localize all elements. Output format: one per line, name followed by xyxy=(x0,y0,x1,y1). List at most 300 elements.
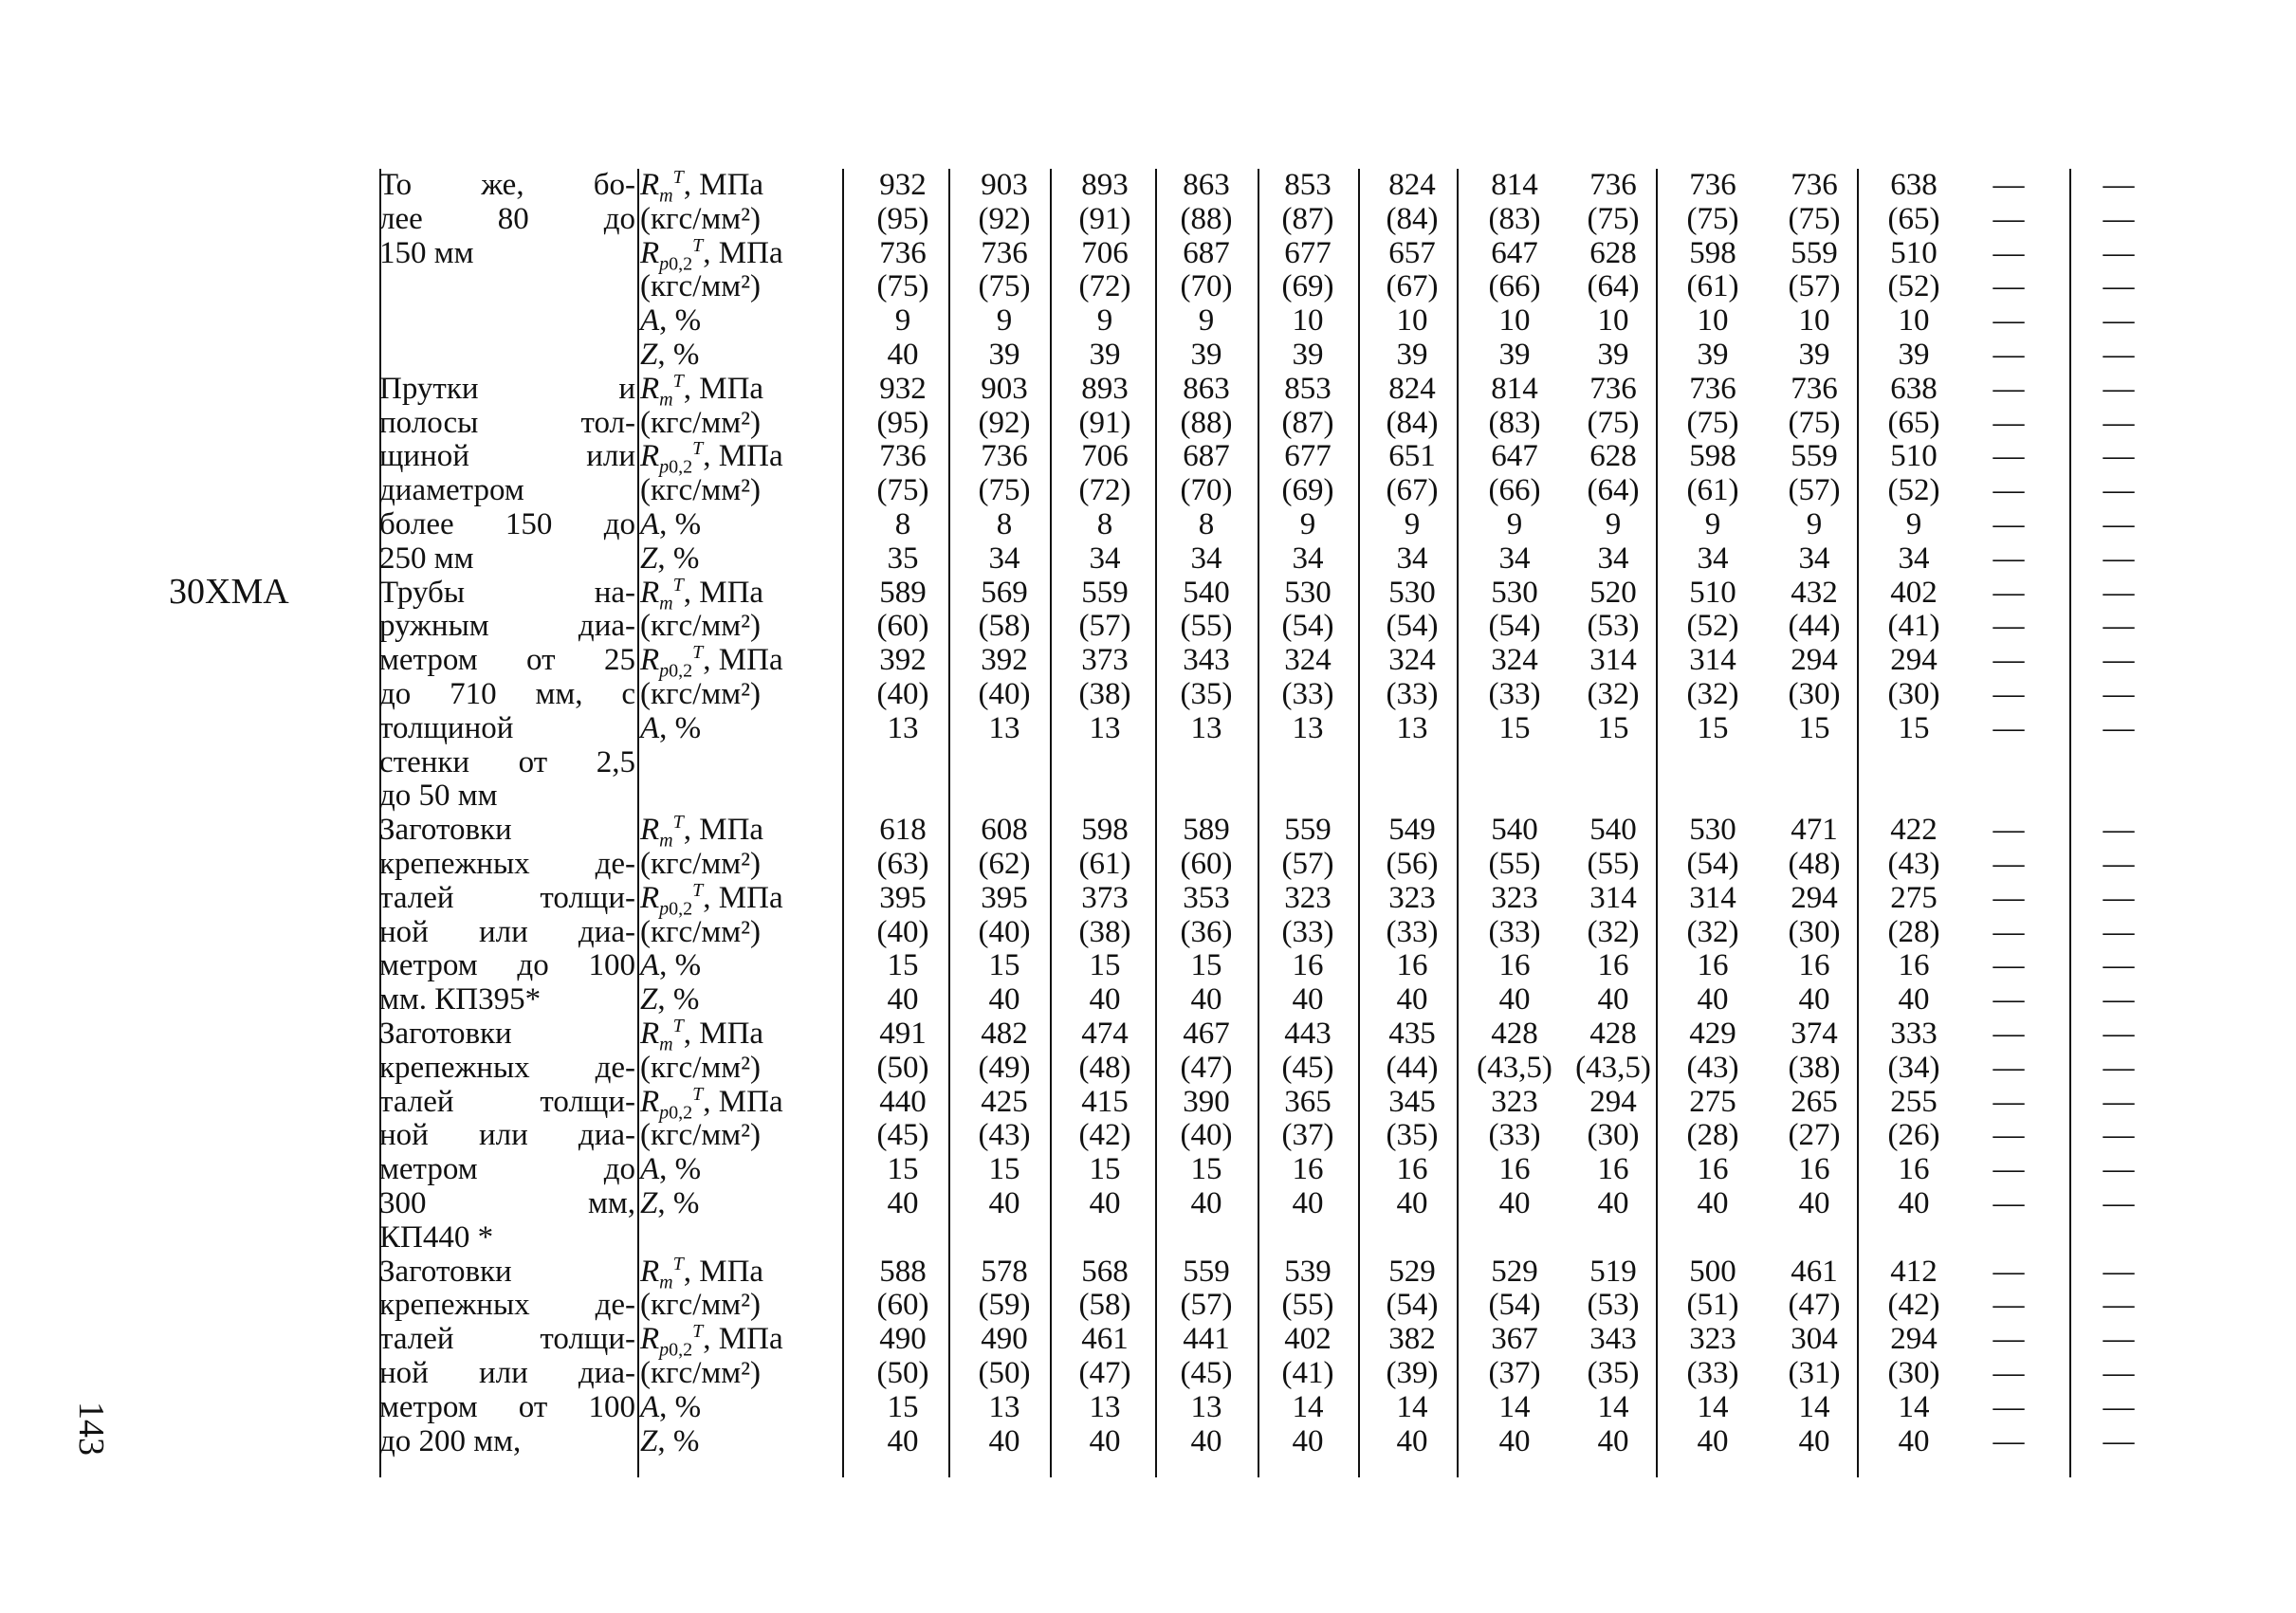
value-cell: (30) xyxy=(1788,914,1841,949)
value-cell: (54) xyxy=(1488,1288,1541,1323)
column-rule-2 xyxy=(637,169,639,1477)
value-cell: (65) xyxy=(1887,405,1940,440)
empty-cell-dash: — xyxy=(1993,405,2025,440)
table-row xyxy=(640,1425,2167,1459)
unit-text: (кгс/мм²) xyxy=(640,676,762,711)
value-cell: (50) xyxy=(876,1355,929,1390)
value-cell: (50) xyxy=(876,1050,929,1085)
value-cell: (61) xyxy=(1686,269,1739,304)
description-line: КП440 * xyxy=(379,1219,494,1255)
value-cell: (34) xyxy=(1887,1050,1940,1085)
value-cell: 412 xyxy=(1890,1254,1938,1289)
value-cell: 510 xyxy=(1890,439,1938,474)
value-cell: 863 xyxy=(1183,371,1230,406)
unit-text: МПа xyxy=(699,1254,764,1289)
value-cell: 294 xyxy=(1791,643,1838,678)
value-cell: 39 xyxy=(1597,338,1629,372)
value-cell: (58) xyxy=(978,609,1031,644)
description-line: талей толщи- xyxy=(379,1322,635,1357)
value-cell: (87) xyxy=(1281,201,1334,236)
property-symbol: A, xyxy=(640,948,668,983)
property-label xyxy=(640,1187,841,1221)
property-symbol: A, xyxy=(640,1389,668,1424)
value-cell: (95) xyxy=(876,201,929,236)
value-cell: (35) xyxy=(1180,676,1233,711)
empty-cell-dash: — xyxy=(2103,405,2135,440)
unit-text: (кгс/мм²) xyxy=(640,609,762,644)
table-row xyxy=(640,203,2167,237)
value-cell: 395 xyxy=(981,880,1028,915)
value-cell: (38) xyxy=(1078,676,1131,711)
description-line: до 710 мм, с xyxy=(379,676,635,711)
value-cell: 40 xyxy=(1190,1423,1222,1458)
value-cell: (49) xyxy=(978,1050,1031,1085)
value-cell: 8 xyxy=(1096,506,1113,541)
value-cell: 893 xyxy=(1081,168,1129,202)
value-cell: 40 xyxy=(1396,1186,1428,1220)
value-cell: 530 xyxy=(1388,575,1436,610)
property-label xyxy=(640,610,841,644)
table-row xyxy=(640,848,2167,882)
value-cell: 324 xyxy=(1491,643,1538,678)
value-cell: 461 xyxy=(1791,1254,1838,1289)
value-cell: 540 xyxy=(1491,813,1538,848)
value-cell: 34 xyxy=(1798,541,1830,576)
value-cell: 736 xyxy=(981,439,1028,474)
property-symbol: $R_m^T$, xyxy=(640,167,691,207)
property-label xyxy=(640,474,841,508)
value-cell: (75) xyxy=(1788,405,1841,440)
value-cell: 598 xyxy=(1689,235,1736,270)
value-cell: 16 xyxy=(1798,1152,1830,1187)
value-cell: 40 xyxy=(1798,982,1830,1017)
unit-text: МПа xyxy=(718,439,783,474)
value-cell: 706 xyxy=(1081,235,1129,270)
property-symbol: A, xyxy=(640,1152,668,1187)
table-row xyxy=(640,712,2167,746)
value-cell: 40 xyxy=(1798,1186,1830,1220)
value-cell: (92) xyxy=(978,405,1031,440)
value-cell: (40) xyxy=(876,676,929,711)
empty-cell-dash: — xyxy=(2103,609,2135,644)
value-cell: 9 xyxy=(1905,506,1922,541)
value-cell: (45) xyxy=(1180,1355,1233,1390)
value-cell: 40 xyxy=(1498,1186,1531,1220)
value-cell: (75) xyxy=(1686,405,1739,440)
value-cell: (44) xyxy=(1386,1050,1439,1085)
property-label xyxy=(640,234,841,275)
unit-text: МПа xyxy=(699,813,764,848)
empty-cell-dash: — xyxy=(1993,1423,2025,1458)
empty-cell-dash: — xyxy=(1993,1254,2025,1289)
empty-cell-dash: — xyxy=(2103,676,2135,711)
value-cell: 568 xyxy=(1081,1254,1129,1289)
description-line: щиной или xyxy=(379,439,635,474)
value-cell: 15 xyxy=(988,948,1020,983)
value-cell: 824 xyxy=(1388,371,1436,406)
value-cell: (75) xyxy=(1686,201,1739,236)
value-cell: 530 xyxy=(1689,813,1736,848)
value-cell: (62) xyxy=(978,846,1031,881)
value-cell: (33) xyxy=(1281,914,1334,949)
value-cell: (70) xyxy=(1180,269,1233,304)
value-cell: (53) xyxy=(1587,609,1640,644)
description-line: более 150 до xyxy=(379,506,635,541)
value-cell: 10 xyxy=(1292,303,1324,339)
value-cell: 16 xyxy=(1697,1152,1729,1187)
value-cell: 559 xyxy=(1081,575,1129,610)
empty-cell-dash: — xyxy=(1993,269,2025,304)
value-cell: 428 xyxy=(1589,1017,1637,1051)
description-line: талей толщи- xyxy=(379,880,635,915)
value-cell: (58) xyxy=(1078,1288,1131,1323)
value-cell: 529 xyxy=(1491,1254,1538,1289)
table-row xyxy=(640,1016,2167,1055)
empty-cell-dash: — xyxy=(2103,201,2135,236)
unit-text: % xyxy=(672,338,700,372)
value-cell: 9 xyxy=(894,303,911,339)
value-cell: 15 xyxy=(1498,710,1531,745)
value-cell: 440 xyxy=(879,1084,927,1119)
description-line: крепежных де- xyxy=(379,846,635,881)
property-label xyxy=(640,203,841,237)
value-cell: 13 xyxy=(887,710,919,745)
value-cell: 461 xyxy=(1081,1322,1129,1357)
value-cell: (52) xyxy=(1887,473,1940,508)
value-cell: 34 xyxy=(1697,541,1729,576)
unit-text: (кгс/мм²) xyxy=(640,201,762,236)
value-cell: 863 xyxy=(1183,168,1230,202)
value-cell: (92) xyxy=(978,201,1031,236)
table-row xyxy=(640,1052,2167,1086)
unit-text: % xyxy=(674,948,702,983)
property-label xyxy=(640,370,841,411)
value-cell: 647 xyxy=(1491,235,1538,270)
value-cell: 304 xyxy=(1791,1322,1838,1357)
value-cell: 687 xyxy=(1183,439,1230,474)
empty-cell-dash: — xyxy=(1993,710,2025,745)
property-symbol: Z, xyxy=(640,338,666,372)
value-cell: (45) xyxy=(876,1118,929,1153)
value-cell: 40 xyxy=(1292,1186,1324,1220)
table-row xyxy=(640,304,2167,339)
value-cell: 853 xyxy=(1284,168,1332,202)
value-cell: (33) xyxy=(1386,914,1439,949)
value-cell: 39 xyxy=(1292,338,1324,372)
value-cell: (37) xyxy=(1488,1355,1541,1390)
value-cell: (43,5) xyxy=(1575,1050,1651,1085)
table-row xyxy=(640,508,2167,542)
value-cell: (75) xyxy=(876,269,929,304)
value-cell: 14 xyxy=(1898,1389,1930,1424)
description-line: Трубы на- xyxy=(379,575,635,610)
unit-text: МПа xyxy=(718,880,783,915)
value-cell: (42) xyxy=(1078,1118,1131,1153)
value-cell: (66) xyxy=(1488,269,1541,304)
description-line: стенки от 2,5 xyxy=(379,744,635,779)
value-cell: (70) xyxy=(1180,473,1233,508)
value-cell: (59) xyxy=(978,1288,1031,1323)
empty-cell-dash: — xyxy=(1993,541,2025,576)
empty-cell-dash: — xyxy=(2103,710,2135,745)
value-cell: (75) xyxy=(978,473,1031,508)
value-cell: (32) xyxy=(1587,676,1640,711)
description-line: метром до 100 xyxy=(379,948,635,983)
value-cell: 519 xyxy=(1589,1254,1637,1289)
value-cell: (50) xyxy=(978,1355,1031,1390)
description-line: То же, бо- xyxy=(379,168,635,202)
description-line: толщиной xyxy=(379,710,514,745)
value-cell: (40) xyxy=(978,676,1031,711)
value-cell: 628 xyxy=(1589,439,1637,474)
empty-cell-dash: — xyxy=(1993,1152,2025,1187)
empty-cell-dash: — xyxy=(2103,1050,2135,1085)
value-cell: 10 xyxy=(1396,303,1428,339)
description-line: крепежных де- xyxy=(379,1288,635,1323)
table-row xyxy=(640,916,2167,950)
value-cell: 314 xyxy=(1589,880,1637,915)
value-cell: 16 xyxy=(1292,948,1324,983)
property-label xyxy=(640,879,841,920)
value-cell: (43) xyxy=(1887,846,1940,881)
value-cell: (75) xyxy=(876,473,929,508)
value-cell: (83) xyxy=(1488,405,1541,440)
unit-text: % xyxy=(674,710,702,745)
property-label xyxy=(640,438,841,478)
table-row xyxy=(640,370,2167,411)
value-cell: 374 xyxy=(1791,1017,1838,1051)
value-cell: (43) xyxy=(978,1118,1031,1153)
value-cell: 9 xyxy=(1096,303,1113,339)
value-cell: 40 xyxy=(887,1186,919,1220)
value-cell: 15 xyxy=(887,948,919,983)
empty-cell-dash: — xyxy=(2103,1288,2135,1323)
value-cell: (84) xyxy=(1386,405,1439,440)
table-row xyxy=(640,949,2167,983)
value-cell: 40 xyxy=(887,982,919,1017)
description-line: 150 мм xyxy=(379,235,474,270)
value-cell: 255 xyxy=(1890,1084,1938,1119)
value-cell: 441 xyxy=(1183,1322,1230,1357)
value-cell: (47) xyxy=(1788,1288,1841,1323)
value-cell: 16 xyxy=(1498,948,1531,983)
value-cell: 34 xyxy=(1597,541,1629,576)
value-cell: (37) xyxy=(1281,1118,1334,1153)
value-cell: (87) xyxy=(1281,405,1334,440)
table-row xyxy=(640,678,2167,712)
value-cell: 559 xyxy=(1183,1254,1230,1289)
value-cell: (33) xyxy=(1386,676,1439,711)
property-label xyxy=(640,1016,841,1055)
value-cell: 16 xyxy=(1396,1152,1428,1187)
value-cell: 34 xyxy=(1190,541,1222,576)
property-label xyxy=(640,508,841,542)
property-label xyxy=(640,304,841,339)
description-line: мм. КП395* xyxy=(379,982,542,1017)
value-cell: (67) xyxy=(1386,473,1439,508)
value-cell: (64) xyxy=(1587,269,1640,304)
property-symbol: A, xyxy=(640,710,668,745)
value-cell: 35 xyxy=(887,541,919,576)
property-label xyxy=(640,1357,841,1391)
property-symbol: $R_m^T$, xyxy=(640,574,691,614)
value-cell: (60) xyxy=(1180,846,1233,881)
value-cell: 34 xyxy=(1089,541,1121,576)
value-cell: 736 xyxy=(1689,371,1736,406)
value-cell: (26) xyxy=(1887,1118,1940,1153)
empty-cell-dash: — xyxy=(2103,1254,2135,1289)
value-cell: 598 xyxy=(1689,439,1736,474)
value-cell: 40 xyxy=(988,982,1020,1017)
table-row xyxy=(640,1289,2167,1323)
value-cell: 40 xyxy=(1697,1186,1729,1220)
description-line: до 50 мм xyxy=(379,779,498,814)
empty-cell-dash: — xyxy=(1993,948,2025,983)
value-cell: (33) xyxy=(1488,1118,1541,1153)
value-cell: 8 xyxy=(1198,506,1215,541)
value-cell: 324 xyxy=(1284,643,1332,678)
value-cell: 16 xyxy=(1597,1152,1629,1187)
value-cell: 425 xyxy=(981,1084,1028,1119)
value-cell: 39 xyxy=(1396,338,1428,372)
empty-cell-dash: — xyxy=(2103,439,2135,474)
value-cell: 530 xyxy=(1284,575,1332,610)
value-cell: 474 xyxy=(1081,1017,1129,1051)
property-symbol: $R_m^T$, xyxy=(640,812,691,852)
value-cell: 40 xyxy=(1292,982,1324,1017)
value-cell: 323 xyxy=(1689,1322,1736,1357)
value-cell: 9 xyxy=(1704,506,1721,541)
product-description xyxy=(379,1256,635,1459)
value-cell: 14 xyxy=(1697,1389,1729,1424)
property-label xyxy=(640,1083,841,1124)
property-label xyxy=(640,678,841,712)
value-cell: 16 xyxy=(1597,948,1629,983)
value-cell: 395 xyxy=(879,880,927,915)
value-cell: 15 xyxy=(1898,710,1930,745)
value-cell: 34 xyxy=(1898,541,1930,576)
value-cell: (66) xyxy=(1488,473,1541,508)
value-cell: 333 xyxy=(1890,1017,1938,1051)
property-symbol: $R_m^T$, xyxy=(640,1253,691,1293)
value-cell: 15 xyxy=(1089,948,1121,983)
value-cell: (52) xyxy=(1887,269,1940,304)
value-cell: (41) xyxy=(1887,609,1940,644)
table-row xyxy=(640,407,2167,441)
value-cell: (33) xyxy=(1686,1355,1739,1390)
description-line: Прутки и xyxy=(379,371,635,406)
empty-cell-dash: — xyxy=(2103,371,2135,406)
value-cell: 343 xyxy=(1183,643,1230,678)
property-label xyxy=(640,542,841,577)
value-cell: 40 xyxy=(1697,982,1729,1017)
value-cell: 559 xyxy=(1791,235,1838,270)
empty-cell-dash: — xyxy=(1993,982,2025,1017)
empty-cell-dash: — xyxy=(1993,914,2025,949)
value-cell: (30) xyxy=(1887,676,1940,711)
empty-cell-dash: — xyxy=(1993,1017,2025,1051)
value-cell: 638 xyxy=(1890,371,1938,406)
description-line: крепежных де- xyxy=(379,1050,635,1085)
value-cell: 390 xyxy=(1183,1084,1230,1119)
description-line: 300 мм, xyxy=(379,1185,635,1220)
value-cell: 13 xyxy=(1292,710,1324,745)
value-cell: 428 xyxy=(1491,1017,1538,1051)
value-cell: (47) xyxy=(1078,1355,1131,1390)
empty-cell-dash: — xyxy=(1993,643,2025,678)
value-cell: 9 xyxy=(1404,506,1421,541)
value-cell: 10 xyxy=(1898,303,1930,339)
value-cell: 265 xyxy=(1791,1084,1838,1119)
value-cell: 932 xyxy=(879,168,927,202)
value-cell: (32) xyxy=(1587,914,1640,949)
value-cell: 490 xyxy=(879,1322,927,1357)
value-cell: 853 xyxy=(1284,371,1332,406)
unit-text: (кгс/мм²) xyxy=(640,1118,762,1153)
empty-cell-dash: — xyxy=(2103,235,2135,270)
value-cell: 34 xyxy=(1292,541,1324,576)
empty-cell-dash: — xyxy=(2103,168,2135,202)
property-symbol: A, xyxy=(640,506,668,541)
value-cell: (69) xyxy=(1281,269,1334,304)
value-cell: 39 xyxy=(1798,338,1830,372)
value-cell: 40 xyxy=(1292,1423,1324,1458)
value-cell: (41) xyxy=(1281,1355,1334,1390)
value-cell: 9 xyxy=(1299,506,1316,541)
page-number: 143 xyxy=(71,1402,111,1456)
value-cell: (72) xyxy=(1078,473,1131,508)
value-cell: 367 xyxy=(1491,1322,1538,1357)
value-cell: 39 xyxy=(1498,338,1531,372)
empty-cell-dash: — xyxy=(1993,1118,2025,1153)
value-cell: (75) xyxy=(1587,405,1640,440)
property-label xyxy=(640,983,841,1017)
value-cell: 510 xyxy=(1890,235,1938,270)
value-cell: 500 xyxy=(1689,1254,1736,1289)
value-cell: (31) xyxy=(1788,1355,1841,1390)
value-cell: 15 xyxy=(1597,710,1629,745)
product-description xyxy=(379,1017,635,1256)
value-cell: (57) xyxy=(1078,609,1131,644)
table-row xyxy=(640,879,2167,920)
value-cell: 16 xyxy=(1697,948,1729,983)
table-row xyxy=(640,1357,2167,1391)
unit-text: МПа xyxy=(718,1322,783,1357)
value-cell: 15 xyxy=(1190,948,1222,983)
value-cell: 471 xyxy=(1791,813,1838,848)
empty-cell-dash: — xyxy=(2103,1423,2135,1458)
unit-text: МПа xyxy=(699,371,764,406)
value-cell: 588 xyxy=(879,1254,927,1289)
empty-cell-dash: — xyxy=(1993,813,2025,848)
value-cell: 15 xyxy=(887,1389,919,1424)
value-cell: 10 xyxy=(1798,303,1830,339)
value-cell: 14 xyxy=(1396,1389,1428,1424)
empty-cell-dash: — xyxy=(1993,1389,2025,1424)
table-row xyxy=(640,1119,2167,1153)
value-cell: 491 xyxy=(879,1017,927,1051)
value-cell: 589 xyxy=(879,575,927,610)
value-cell: (84) xyxy=(1386,201,1439,236)
property-label xyxy=(640,167,841,207)
value-cell: (39) xyxy=(1386,1355,1439,1390)
property-symbol: $R_m^T$, xyxy=(640,1016,691,1055)
empty-cell-dash: — xyxy=(2103,506,2135,541)
value-cell: (67) xyxy=(1386,269,1439,304)
value-cell: (38) xyxy=(1788,1050,1841,1085)
value-cell: 314 xyxy=(1689,880,1736,915)
value-cell: (72) xyxy=(1078,269,1131,304)
